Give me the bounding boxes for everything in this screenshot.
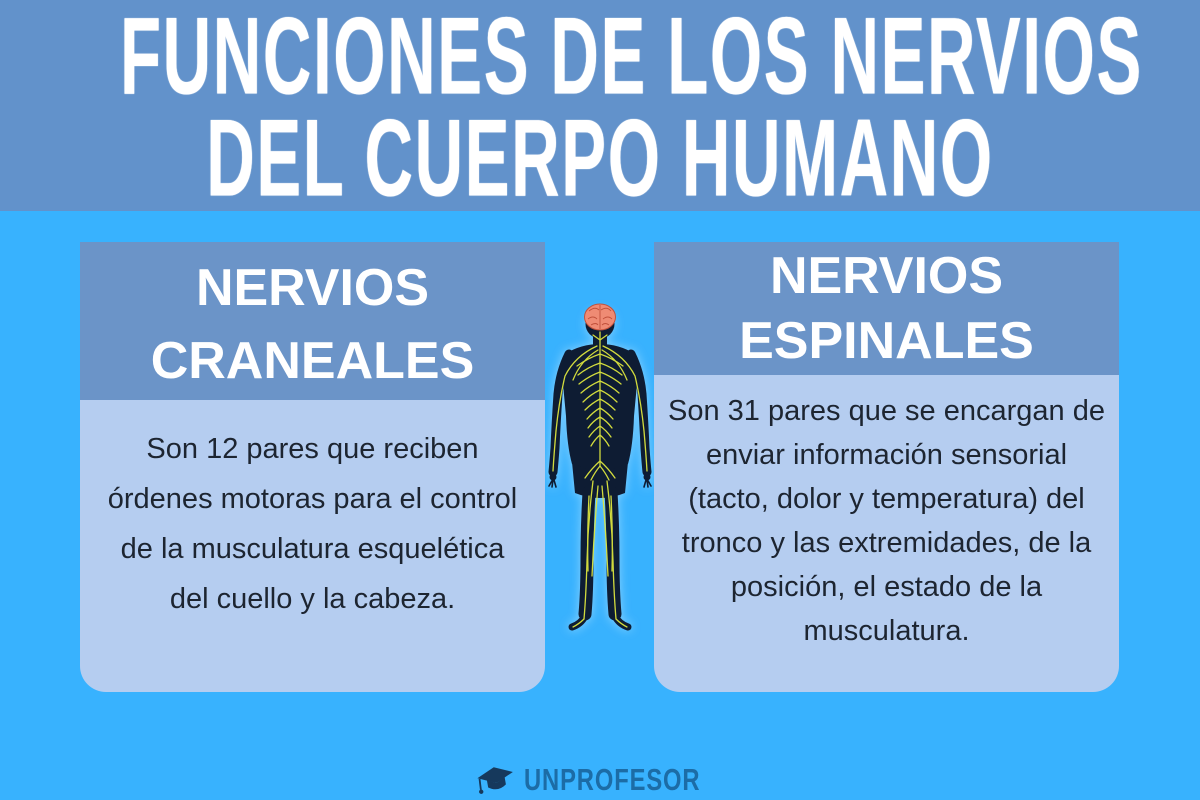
human-nervous-system-icon — [545, 296, 655, 641]
card-craneales-header — [80, 242, 545, 400]
title-banner — [0, 0, 1200, 220]
card-nervios-craneales — [80, 242, 545, 692]
unprofesor-logo — [0, 760, 1200, 800]
brain-graphic — [585, 304, 616, 330]
graduation-cap-icon — [473, 760, 520, 800]
unprofesor-logo-text: UNPROFESOR — [524, 762, 701, 797]
card-espinales-body-text: Son 31 pares que se encargan de enviar información sensorial (tacto, dolor y temperatura) del tronco y las extremidades, de la posición, el estado de la musculatura. — [654, 375, 1119, 692]
card-espinales-heading-line-1: NERVIOS — [769, 247, 1004, 305]
page-title-line-1: FUNCIONES DE LOS NERVIOS — [120, 0, 1143, 118]
card-craneales-heading-line-1: NERVIOS — [195, 259, 430, 317]
page-title-line-2: DEL CUERPO HUMANO — [206, 96, 994, 220]
card-espinales-header — [654, 242, 1119, 375]
card-craneales-body-text: Son 12 pares que reciben órdenes motoras para el control de la musculatura esquelética del cuello y la cabeza. — [80, 400, 545, 692]
card-craneales-heading-line-2: CRANEALES — [150, 332, 475, 390]
card-espinales-heading-line-2: ESPINALES — [739, 312, 1034, 370]
card-nervios-espinales — [654, 242, 1119, 692]
human-nervous-system-illustration — [545, 296, 655, 641]
